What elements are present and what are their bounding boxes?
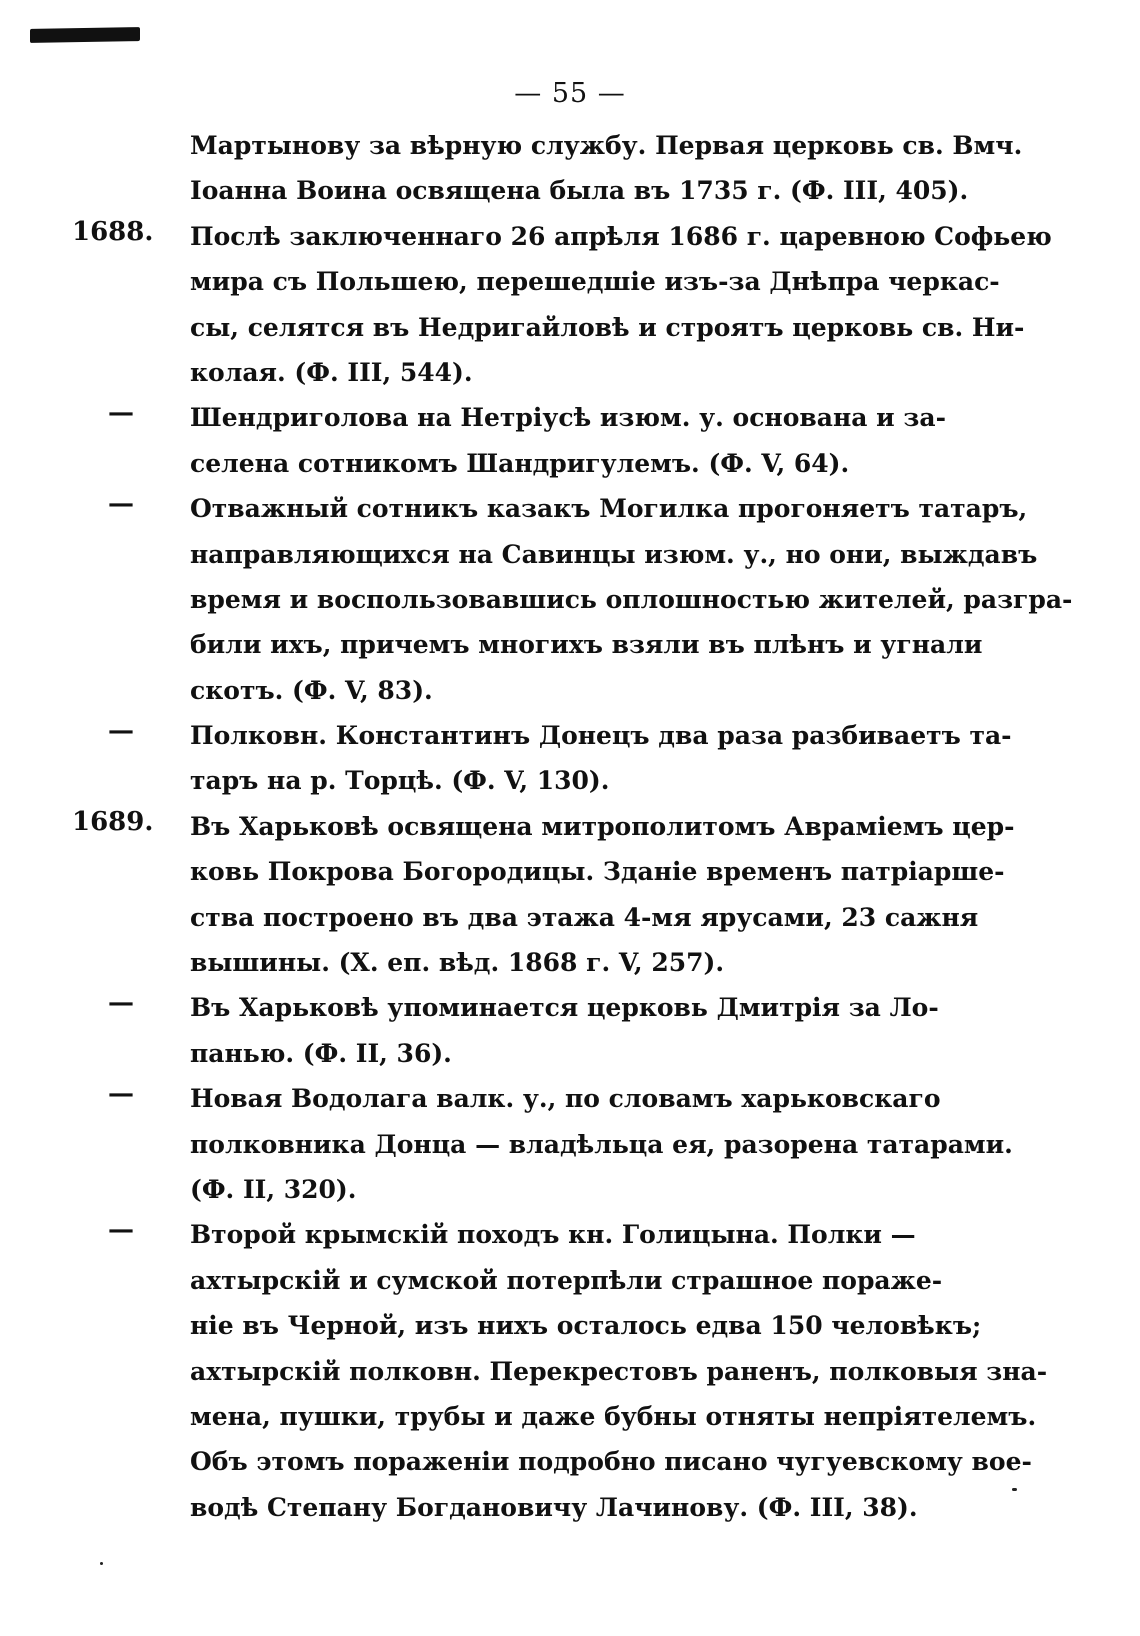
text-line [0,939,1140,984]
text-line [0,1393,1140,1438]
line-text: полковника Донца — владѣльца ея, разорена татарами. [190,1129,1013,1159]
line-text: скотъ. (Ф. V, 83). [190,675,433,705]
text-line [0,984,1140,1029]
text-line [0,258,1140,303]
text-line [0,1302,1140,1347]
line-text: селена сотникомъ Шандригулемъ. (Ф. V, 64). [190,448,850,478]
line-text: Шендриголова на Нетріусѣ изюм. у. основана и за- [190,403,946,433]
ink-speck [1012,1488,1017,1491]
text-line [0,1257,1140,1302]
text-line [0,894,1140,939]
line-text: вышины. (Х. еп. вѣд. 1868 г. V, 257). [190,948,725,978]
text-line [0,1348,1140,1393]
text-line [0,1484,1140,1529]
text-line [0,667,1140,712]
page-number: — 55 — [514,78,626,109]
text-line [0,1166,1140,1211]
line-text: Въ Харьковѣ освящена митрополитомъ Авраміемъ цер- [190,811,1015,841]
text-line [0,122,1140,167]
line-text: ахтырскій и сумской потерпѣли страшное пораже- [190,1265,943,1295]
text-line [0,621,1140,666]
text-line [0,440,1140,485]
line-text: ніе въ Черной, изъ нихъ осталось едва 150 человѣкъ; [190,1311,982,1341]
line-text: панью. (Ф. II, 36). [190,1038,452,1068]
text-line [0,485,1140,530]
ink-mark [30,27,140,43]
line-text: (Ф. II, 320). [190,1174,357,1204]
text-line [0,349,1140,394]
line-text: били ихъ, причемъ многихъ взяли въ плѣнъ и угнали [190,630,983,660]
text-line [0,848,1140,893]
year-label: 1689. [72,806,154,837]
line-text: Объ этомъ пораженіи подробно писано чугуевскому вое- [190,1447,1032,1477]
text-line [0,803,1140,848]
year-label: 1688. [72,216,154,247]
line-text: водѣ Степану Богдановичу Лачинову. (Ф. III, 38). [190,1492,918,1522]
text-line [0,531,1140,576]
line-text: Послѣ заключеннаго 26 апрѣля 1686 г. царевною Софьею [190,221,1052,251]
text-line [0,213,1140,258]
line-text: ахтырскій полковн. Перекрестовъ раненъ, полковыя зна- [190,1356,1048,1386]
text-line [0,304,1140,349]
entry-dash: — [108,398,134,429]
text-line [0,1121,1140,1166]
line-text: Отважный сотникъ казакъ Могилка прогоняетъ татаръ, [190,494,1028,524]
line-text: ства построено въ два этажа 4-мя ярусами, 23 сажня [190,902,979,932]
text-line [0,712,1140,757]
line-text: Іоанна Воина освящена была въ 1735 г. (Ф. III, 405). [190,176,969,206]
line-text: Въ Харьковѣ упоминается церковь Дмитрія за Ло- [190,993,939,1023]
entry-dash: — [108,716,134,747]
entry-dash: — [108,1079,134,1110]
text-line [0,1211,1140,1256]
line-text: время и воспользовавшись оплошностью жителей, разгра- [190,584,1073,614]
line-text: Второй крымскій походъ кн. Голицына. Полки — [190,1220,916,1250]
text-line [0,167,1140,212]
line-text: направляющихся на Савинцы изюм. у., но они, выждавъ [190,539,1038,569]
line-text: колая. (Ф. III, 544). [190,357,473,387]
text-line [0,394,1140,439]
text-line [0,1438,1140,1483]
ink-speck [100,1562,103,1565]
line-text: ковь Покрова Богородицы. Зданіе временъ патріарше- [190,857,1005,887]
line-text: сы, селятся въ Недригайловѣ и строятъ церковь св. Ни- [190,312,1025,342]
line-text: Новая Водолага валк. у., по словамъ харьковскаго [190,1084,941,1114]
text-line [0,1075,1140,1120]
entry-dash: — [108,988,134,1019]
line-text: таръ на р. Торцѣ. (Ф. V, 130). [190,766,610,796]
text-line [0,757,1140,802]
text-line [0,576,1140,621]
text-body [0,122,1140,1529]
line-text: мена, пушки, трубы и даже бубны отняты непріятелемъ. [190,1401,1037,1431]
entry-dash: — [108,1215,134,1246]
line-text: Полковн. Константинъ Донецъ два раза разбиваетъ та- [190,721,1012,751]
line-text: мира съ Польшею, перешедшіе изъ-за Днѣпра черкас- [190,267,1000,297]
entry-dash: — [108,489,134,520]
text-line [0,1030,1140,1075]
line-text: Мартынову за вѣрную службу. Первая церковь св. Вмч. [190,131,1023,160]
